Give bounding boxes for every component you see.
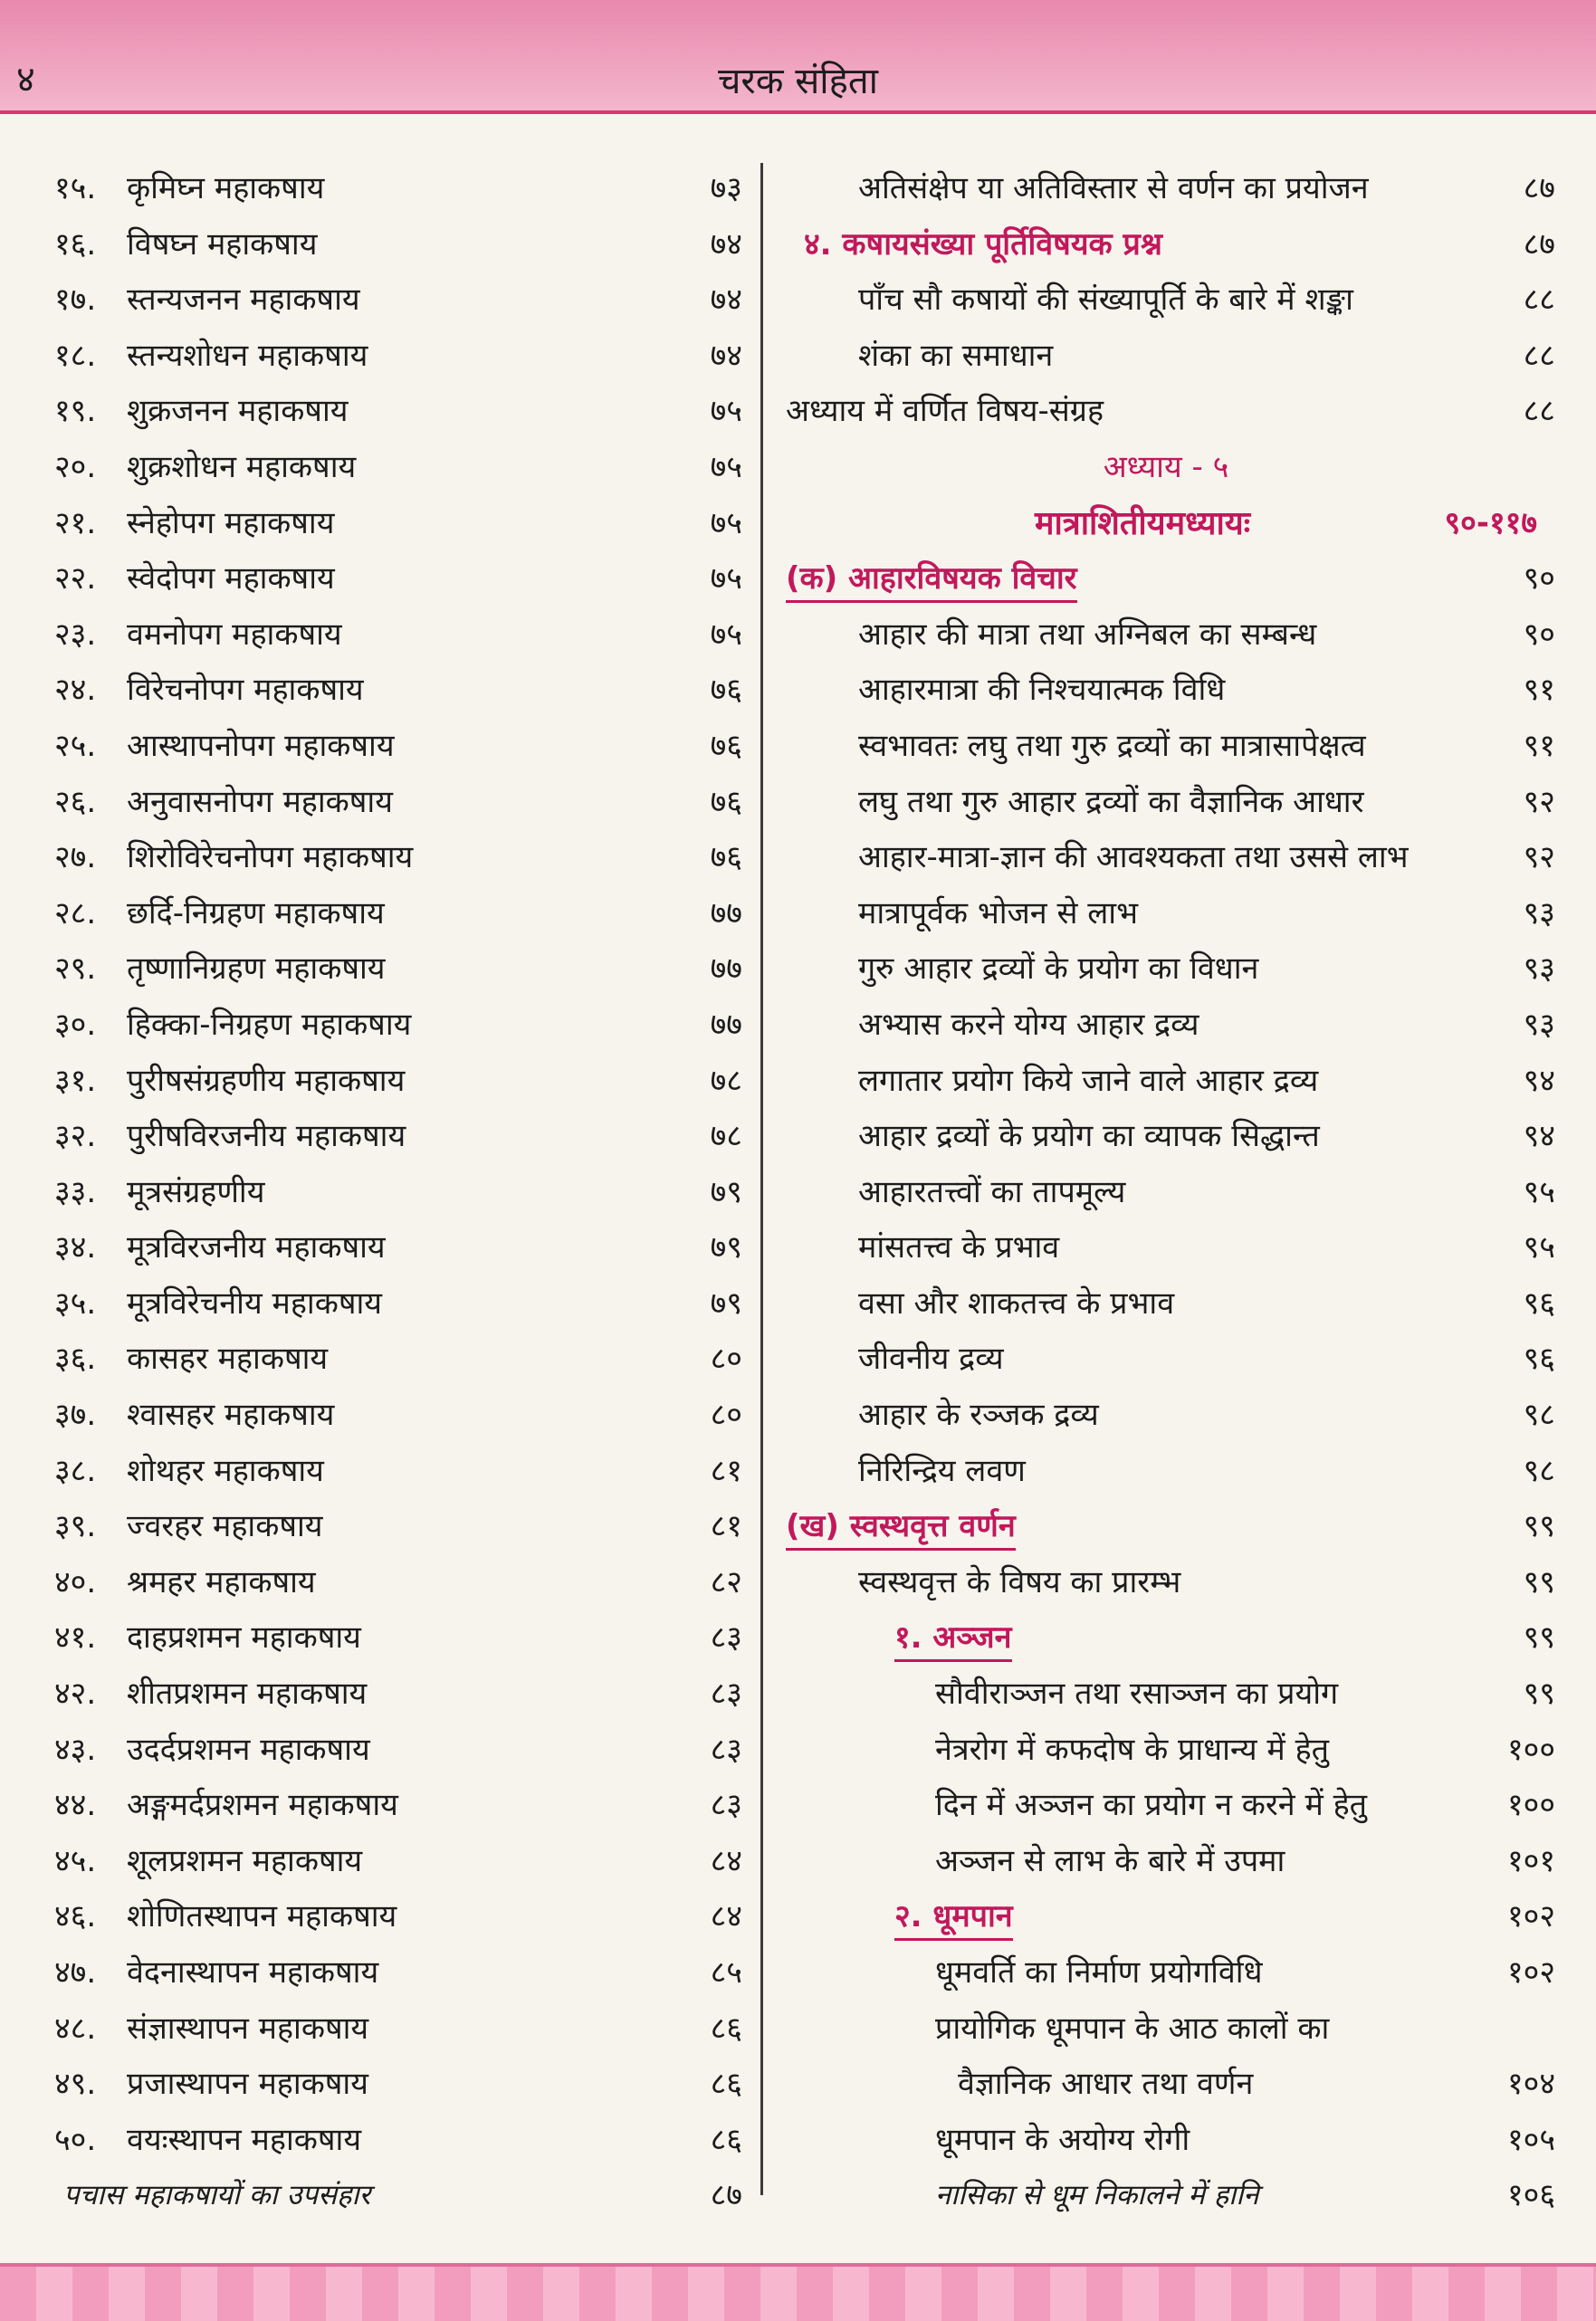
entry-page: ८६ <box>710 2066 742 2103</box>
entry-number: ३३. <box>54 1173 97 1210</box>
entry-number: ४६. <box>54 1898 97 1935</box>
entry-number: ३२. <box>54 1118 97 1155</box>
entry-title: मूत्रविरजनीय महाकषाय <box>127 1229 386 1266</box>
entry-title: वयःस्थापन महाकषाय <box>127 2121 362 2158</box>
entry-title: कासहर महाकषाय <box>127 1341 329 1378</box>
toc-entry-mahakashaya <box>45 1834 742 1890</box>
toc-entry-mahakashaya <box>45 1610 742 1667</box>
entry-number: ४०. <box>54 1563 97 1600</box>
toc-entry-mahakashaya <box>45 1889 742 1945</box>
toc-entry-mahakashaya <box>45 886 742 942</box>
entry-title: शीतप्रशमन महाकषाय <box>127 1676 368 1713</box>
entry-number: ४१. <box>54 1619 97 1657</box>
entry-title: मूत्रसंग्रहणीय <box>127 1173 265 1210</box>
entry-title: उदर्दप्रशमन महाकषाय <box>127 1731 370 1768</box>
toc-entry: आहारतत्त्वों का तापमूल्य ९५ <box>858 1173 1555 1210</box>
entry-page: ७८ <box>710 1062 742 1099</box>
entry-title: मूत्रविरेचनीय महाकषाय <box>127 1285 382 1322</box>
entry-number: ४७. <box>54 1954 97 1991</box>
toc-entry: आहार के रञ्जक द्रव्य ९८ <box>858 1397 1555 1434</box>
entry-page: ८३ <box>710 1731 742 1768</box>
entry-number: ४४. <box>54 1787 97 1824</box>
entry-number: ४५. <box>54 1842 97 1879</box>
entry-title: दाहप्रशमन महाकषाय <box>127 1619 361 1657</box>
entry-number: ३४. <box>54 1229 97 1266</box>
entry-number: २५. <box>54 727 97 764</box>
entry-number: ४२. <box>54 1676 97 1713</box>
entry-title: अनुवासनोपग महाकषाय <box>127 783 393 820</box>
toc-entry: अध्याय में वर्णित विषय-संग्रह ८८ <box>786 393 1555 430</box>
entry-title: पचास महाकषायों का उपसंहार <box>63 2179 371 2212</box>
entry-number: ४९. <box>54 2066 97 2103</box>
column-divider <box>760 163 763 2195</box>
entry-title: पुरीषविरजनीय महाकषाय <box>127 1118 406 1155</box>
toc-entry: आहार-मात्रा-ज्ञान की आवश्यकता तथा उससे लाभ ९२ <box>858 839 1555 876</box>
toc-entry: अतिसंक्षेप या अतिविस्तार से वर्णन का प्रयोजन ८७ <box>858 170 1555 206</box>
entry-page: ८७ <box>710 2177 742 2214</box>
toc-entry: वसा और शाकतत्त्व के प्रभाव ९६ <box>858 1285 1555 1322</box>
toc-entry-mahakashaya <box>45 217 742 273</box>
entry-title: स्नेहोपग महाकषाय <box>127 504 335 541</box>
page-number: ४ <box>16 59 35 100</box>
toc-entry: आहारमात्रा की निश्चयात्मक विधि ९१ <box>858 672 1555 709</box>
entry-title: शुक्रशोधन महाकषाय <box>127 448 357 485</box>
entry-title: हिक्का-निग्रहण महाकषाय <box>127 1006 412 1043</box>
toc-entry: जीवनीय द्रव्य ९६ <box>858 1341 1555 1378</box>
entry-title: स्तन्यशोधन महाकषाय <box>127 337 368 374</box>
entry-title: वमनोपग महाकषाय <box>127 616 342 653</box>
entry-number: १५. <box>54 170 97 206</box>
toc-entry-mahakashaya <box>45 1332 742 1388</box>
entry-page: ७९ <box>710 1229 742 1266</box>
entry-number: ५०. <box>54 2121 97 2158</box>
entry-title: आस्थापनोपग महाकषाय <box>127 727 395 764</box>
entry-number: १८. <box>54 337 97 374</box>
entry-number: २१. <box>54 504 97 541</box>
toc-entry: लगातार प्रयोग किये जाने वाले आहार द्रव्य ९४ <box>858 1062 1555 1099</box>
entry-number: २६. <box>54 783 97 820</box>
entry-number: २२. <box>54 560 97 597</box>
toc-entry-mahakashaya <box>45 1165 742 1221</box>
entry-title: श्रमहर महाकषाय <box>127 1563 316 1600</box>
decorative-footer-band <box>0 2263 1596 2321</box>
entry-title: अङ्गमर्दप्रशमन महाकषाय <box>127 1787 398 1824</box>
entry-page: ७७ <box>710 950 742 988</box>
section-heading-ka: (क) आहारविषयक विचार ९० <box>777 551 1555 607</box>
toc-entry-mahakashaya <box>45 2057 742 2113</box>
entry-title: शिरोविरेचनोपग महाकषाय <box>127 839 414 876</box>
entry-title: शोणितस्थापन महाकषाय <box>127 1898 397 1935</box>
toc-entry: स्वभावतः लघु तथा गुरु द्रव्यों का मात्रासापेक्षत्व ९१ <box>858 727 1555 764</box>
entry-page: ७७ <box>710 894 742 931</box>
entry-title: ज्वरहर महाकषाय <box>127 1508 323 1545</box>
entry-number: १६. <box>54 225 97 263</box>
toc-entry-mahakashaya <box>45 384 742 440</box>
entry-title: शूलप्रशमन महाकषाय <box>127 1842 363 1879</box>
toc-entry-mahakashaya <box>45 1444 742 1500</box>
entry-page: ७६ <box>710 727 742 764</box>
toc-entry-summary <box>45 2168 742 2224</box>
toc-entry-mahakashaya <box>45 1109 742 1165</box>
entry-number: २०. <box>54 448 97 485</box>
entry-number: ३१. <box>54 1062 97 1099</box>
toc-entry-mahakashaya <box>45 663 742 719</box>
entry-page: ७८ <box>710 1118 742 1155</box>
toc-entry-mahakashaya <box>45 496 742 552</box>
entry-page: ८४ <box>710 1842 742 1879</box>
entry-title: कृमिघ्न महाकषाय <box>127 170 325 206</box>
toc-entry-mahakashaya <box>45 551 742 607</box>
entry-title: वेदनास्थापन महाकषाय <box>127 1954 379 1991</box>
toc-entry-mahakashaya <box>45 998 742 1054</box>
entry-page: ८३ <box>710 1619 742 1657</box>
toc-entry: पाँच सौ कषायों की संख्यापूर्ति के बारे में शङ्का ८८ <box>858 282 1555 319</box>
entry-page: ८३ <box>710 1787 742 1824</box>
toc-entry: धूमपान के अयोग्य रोगी १०५ <box>935 2121 1555 2158</box>
entry-number: ४३. <box>54 1731 97 1768</box>
toc-entry-mahakashaya <box>45 1499 742 1555</box>
toc-entry-mahakashaya <box>45 1723 742 1779</box>
toc-entry: अञ्जन से लाभ के बारे में उपमा १०१ <box>935 1842 1555 1879</box>
entry-page: ८६ <box>710 2121 742 2158</box>
entry-number: ३७. <box>54 1397 97 1434</box>
entry-title: पुरीषसंग्रहणीय महाकषाय <box>127 1062 406 1099</box>
toc-entry-mahakashaya <box>45 607 742 664</box>
entry-page: ७३ <box>710 170 742 206</box>
entry-title: स्तन्यजनन महाकषाय <box>127 282 360 319</box>
entry-page: ७९ <box>710 1173 742 1210</box>
entry-title: तृष्णानिग्रहण महाकषाय <box>127 950 386 988</box>
section-heading-kha: (ख) स्वस्थवृत्त वर्णन ९९ <box>777 1499 1555 1555</box>
entry-title: श्वासहर महाकषाय <box>127 1397 335 1434</box>
section-heading: ४. कषायसंख्या पूर्तिविषयक प्रश्न ८७ <box>804 225 1555 263</box>
book-title: चरक संहिता <box>718 61 878 102</box>
entry-page: ७४ <box>710 337 742 374</box>
entry-number: ३५. <box>54 1285 97 1322</box>
toc-entry: अभ्यास करने योग्य आहार द्रव्य ९३ <box>858 1006 1555 1043</box>
entry-number: ४८. <box>54 2010 97 2047</box>
entry-number: १७. <box>54 282 97 319</box>
entry-page: ७७ <box>710 1006 742 1043</box>
entry-page: ७६ <box>710 783 742 820</box>
toc-entry-mahakashaya <box>45 272 742 329</box>
toc-entry: लघु तथा गुरु आहार द्रव्यों का वैज्ञानिक आधार ९२ <box>858 783 1555 820</box>
entry-title: शोथहर महाकषाय <box>127 1452 324 1489</box>
entry-title: प्रजास्थापन महाकषाय <box>127 2066 368 2103</box>
toc-entry-mahakashaya <box>45 1667 742 1723</box>
entry-number: ३९. <box>54 1508 97 1545</box>
toc-entry: सौवीराञ्जन तथा रसाञ्जन का प्रयोग ९९ <box>935 1676 1555 1713</box>
toc-entry: मांसतत्त्व के प्रभाव ९५ <box>858 1229 1555 1266</box>
entry-page: ८६ <box>710 2010 742 2047</box>
entry-title: स्वेदोपग महाकषाय <box>127 560 335 597</box>
toc-entry: दिन में अञ्जन का प्रयोग न करने में हेतु १०० <box>935 1787 1555 1824</box>
toc-entry-mahakashaya <box>45 161 742 217</box>
right-column <box>777 161 1555 2224</box>
subsection-heading-dhumapan: २. धूमपान १०२ <box>777 1889 1555 1945</box>
entry-title: विषघ्न महाकषाय <box>127 225 318 263</box>
entry-page: ७४ <box>710 282 742 319</box>
entry-page: ८५ <box>710 1954 742 1991</box>
toc-entry: निरिन्द्रिय लवण ९८ <box>858 1452 1555 1489</box>
toc-entry-mahakashaya <box>45 329 742 385</box>
toc-entry: नेत्ररोग में कफदोष के प्राधान्य में हेतु १०० <box>935 1731 1555 1768</box>
entry-page: ७९ <box>710 1285 742 1322</box>
entry-number: २३. <box>54 616 97 653</box>
toc-entry-mahakashaya <box>45 1945 742 2001</box>
toc-entry: आहार द्रव्यों के प्रयोग का व्यापक सिद्धान्त ९४ <box>858 1118 1555 1155</box>
toc-entry: आहार की मात्रा तथा अग्निबल का सम्बन्ध ९० <box>858 616 1555 653</box>
toc-entry-mahakashaya <box>45 1778 742 1834</box>
toc-entry-continued: वैज्ञानिक आधार तथा वर्णन १०४ <box>958 2066 1555 2103</box>
entry-page: ७५ <box>710 393 742 430</box>
chapter-label: अध्याय - ५ <box>1103 448 1229 485</box>
entry-page: ८१ <box>710 1508 742 1545</box>
toc-entry: गुरु आहार द्रव्यों के प्रयोग का विधान ९३ <box>858 950 1555 988</box>
toc-entry-mahakashaya <box>45 775 742 831</box>
entry-page: ८२ <box>710 1563 742 1600</box>
toc-entry: नासिका से धूम निकालने में हानि १०६ <box>935 2177 1555 2214</box>
toc-entry-mahakashaya <box>45 1054 742 1110</box>
entry-number: २४. <box>54 672 97 709</box>
toc-entry: प्रायोगिक धूमपान के आठ कालों का <box>935 2010 1330 2047</box>
entry-page: ८० <box>710 1397 742 1434</box>
left-column <box>45 161 742 2224</box>
toc-entry-mahakashaya <box>45 440 742 496</box>
entry-page: ७५ <box>710 504 742 541</box>
page-header <box>0 0 1596 114</box>
toc-entry-mahakashaya <box>45 1220 742 1276</box>
entry-number: २८. <box>54 894 97 931</box>
entry-page: ७५ <box>710 560 742 597</box>
toc-entry-mahakashaya <box>45 830 742 886</box>
entry-page: ७६ <box>710 672 742 709</box>
entry-page: ७६ <box>710 839 742 876</box>
entry-number: १९. <box>54 393 97 430</box>
entry-page: ८३ <box>710 1676 742 1713</box>
toc-entry-mahakashaya <box>45 941 742 998</box>
toc-entry-mahakashaya <box>45 1388 742 1444</box>
entry-page: ७५ <box>710 616 742 653</box>
entry-page: ८४ <box>710 1898 742 1935</box>
toc-entry-mahakashaya <box>45 1555 742 1611</box>
toc-entry-mahakashaya <box>45 719 742 775</box>
entry-number: २७. <box>54 839 97 876</box>
entry-number: ३६. <box>54 1341 97 1378</box>
entry-page: ७४ <box>710 225 742 263</box>
entry-title: संज्ञास्थापन महाकषाय <box>127 2010 369 2047</box>
subsection-heading-anjan: १. अञ्जन ९९ <box>777 1610 1555 1667</box>
toc-entry: शंका का समाधान ८८ <box>858 337 1555 374</box>
toc-entry-mahakashaya <box>45 1276 742 1332</box>
entry-title: विरेचनोपग महाकषाय <box>127 672 364 709</box>
toc-entry-mahakashaya <box>45 2001 742 2058</box>
entry-title: छर्दि-निग्रहण महाकषाय <box>127 894 385 931</box>
entry-page: ७५ <box>710 448 742 485</box>
toc-entry: मात्रापूर्वक भोजन से लाभ ९३ <box>858 894 1555 931</box>
entry-number: ३८. <box>54 1452 97 1489</box>
toc-entry-mahakashaya <box>45 2113 742 2169</box>
entry-title: शुक्रजनन महाकषाय <box>127 393 349 430</box>
entry-number: २९. <box>54 950 97 988</box>
entry-page: ८० <box>710 1341 742 1378</box>
chapter-title: मात्राशितीयमध्यायः ९०-११७ <box>1035 504 1537 542</box>
entry-page: ८१ <box>710 1452 742 1489</box>
entry-number: ३०. <box>54 1006 97 1043</box>
toc-entry: धूमवर्ति का निर्माण प्रयोगविधि १०२ <box>935 1954 1555 1991</box>
toc-entry: स्वस्थवृत्त के विषय का प्रारम्भ ९९ <box>858 1563 1555 1600</box>
